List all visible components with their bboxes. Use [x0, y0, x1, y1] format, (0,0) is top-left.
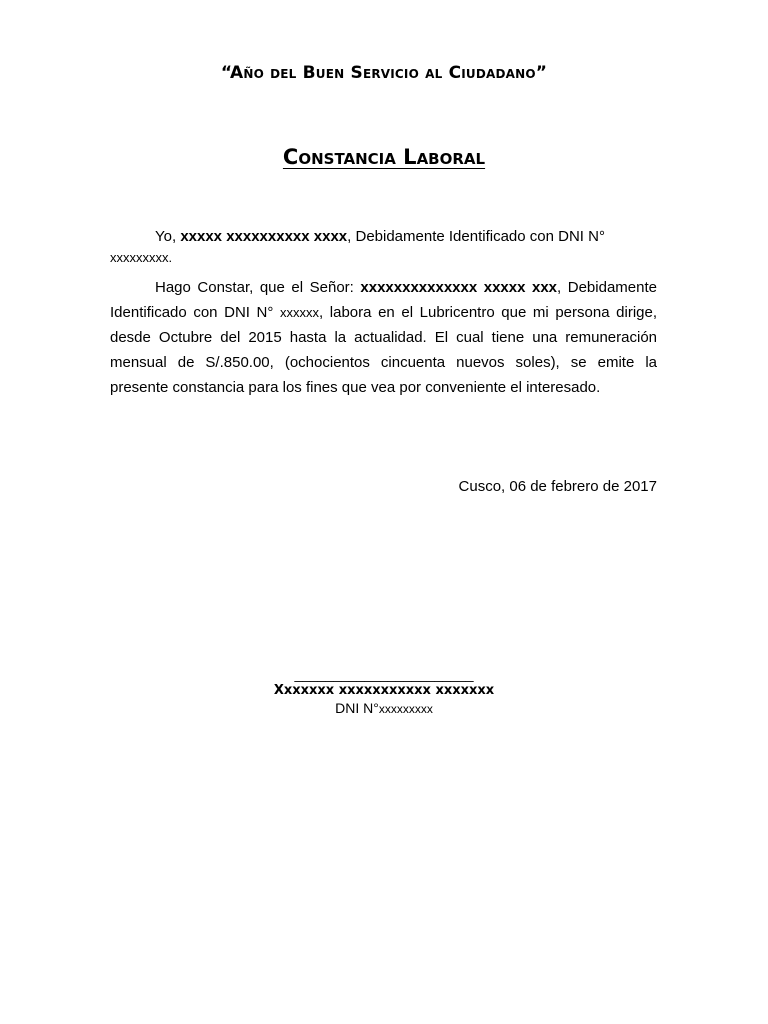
declarant-name: xxxxx xxxxxxxxxx xxxx — [180, 228, 348, 245]
paragraph1-rest: , Debidamente Identificado con DNI N° — [347, 228, 605, 245]
year-motto: “Año del Buen Servicio al Ciudadano” — [220, 63, 548, 83]
signer-dni-label: DNI N° — [335, 700, 379, 716]
employee-name: xxxxxxxxxxxxxx xxxxx xxx — [360, 279, 558, 296]
paragraph2-lead: Hago Constar, que el Señor: — [155, 279, 361, 296]
paragraph-declarant — [110, 226, 657, 268]
paragraph2-rest1: , Debidamente Identificado con DNI N° — [110, 279, 657, 321]
signer-name: Xxxxxxx xxxxxxxxxxx xxxxxxx — [273, 683, 495, 698]
document-title-text: Constancia Laboral — [282, 145, 486, 169]
signer-dni-value: xxxxxxxxx — [378, 702, 433, 716]
place-and-date: Cusco, 06 de febrero de 2017 — [458, 478, 657, 495]
paragraph-certification — [110, 275, 657, 400]
document-title — [0, 145, 768, 169]
paragraph1-lead: Yo, — [155, 228, 181, 245]
signer-dni — [0, 700, 768, 718]
signature-line: _______________________ — [294, 666, 474, 682]
declarant-dni: xxxxxxxxx. — [110, 250, 173, 265]
signature-block — [0, 668, 768, 718]
paragraph2-rest2: , labora en el Lubricentro que mi persona dirige, desde Octubre del 2015 hasta la actualidad. El cual tiene una remuneración mensual de S/.850.00, (ochocientos cincuenta nuevos soles), se emite la presente constancia para los fines que vea por conveniente el interesado. — [110, 304, 658, 396]
employee-dni: xxxxxx — [280, 305, 319, 320]
